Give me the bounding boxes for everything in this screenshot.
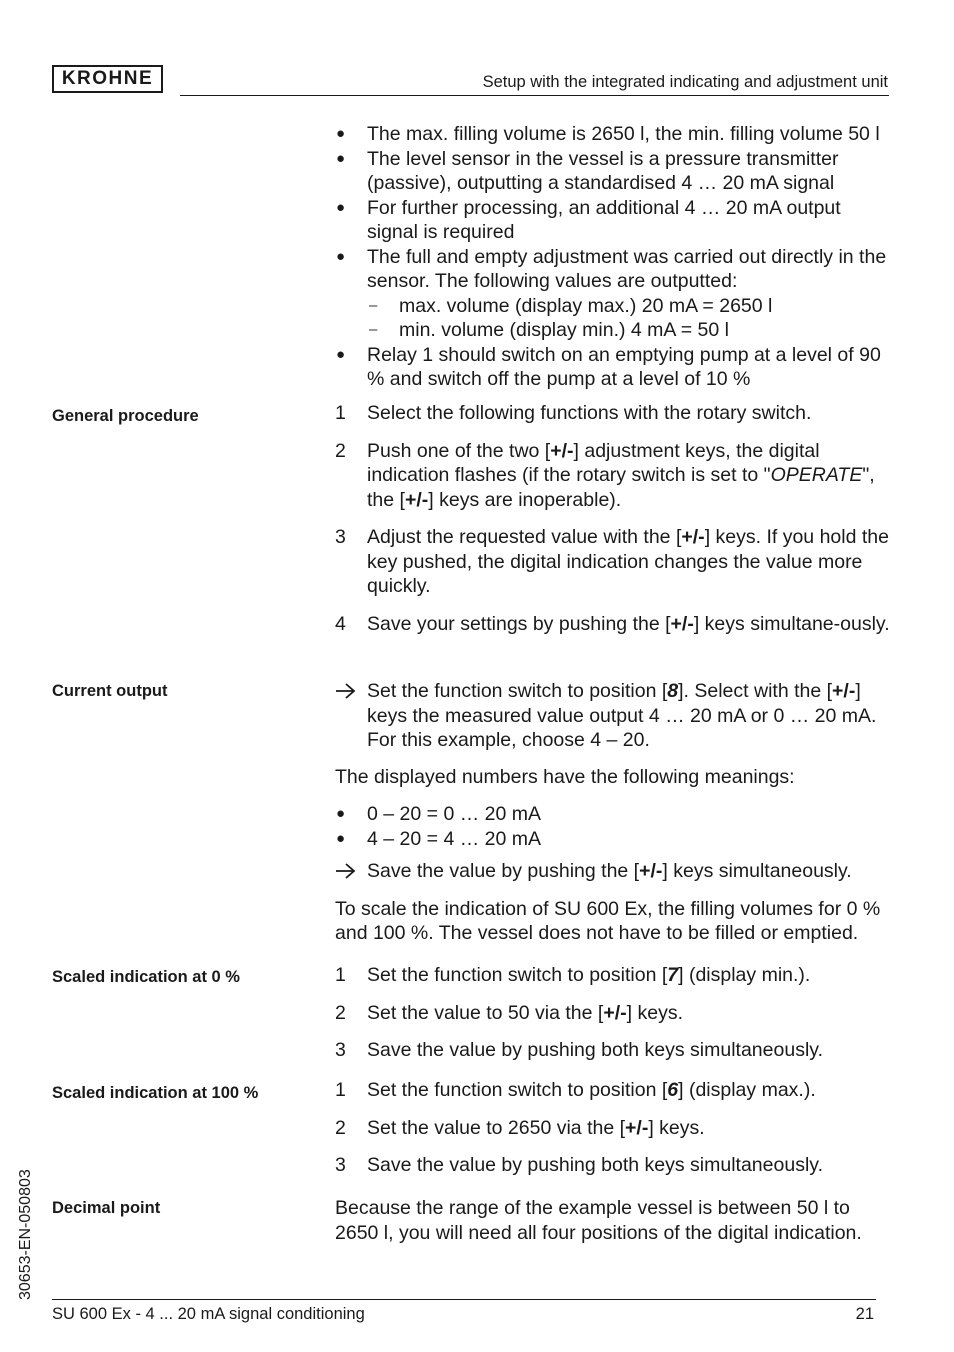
- step-item: 1 Set the function switch to position [6] (display max.).: [335, 1079, 816, 1101]
- sub-item: – min. volume (display min.) 4 mA = 50 l: [369, 319, 729, 341]
- document-code: 30653-EN-050803: [17, 1169, 34, 1300]
- general-steps: [335, 401, 895, 636]
- key-label: +/-: [832, 680, 856, 702]
- arrow-instruction: Set the function switch to position [8]. Select with the [+/-] keys the measured value output 4 … 20 mA or 0 … 20 mA. For this example, choose 4 – 20.: [335, 679, 895, 753]
- step-item: 1 Select the following functions with the rotary switch.: [335, 402, 812, 424]
- position-label: 8: [667, 680, 679, 702]
- arrow-right-icon: [335, 682, 357, 700]
- bullet-item: ● The max. filling volume is 2650 l, the min. filling volume 50 l: [336, 123, 880, 145]
- arrow-instruction: Save the value by pushing the [+/-] keys simultaneously.: [335, 859, 895, 884]
- step-item: 2 Set the value to 50 via the [+/-] keys.: [335, 1001, 683, 1024]
- key-label: +/-: [404, 488, 429, 511]
- bullet-item: ● Relay 1 should switch on an emptying pump at a level of 90 % and switch off the pump at a level of 10 %: [336, 343, 881, 390]
- arrow-right-icon: [335, 862, 357, 880]
- bullet-icon: ●: [336, 829, 346, 847]
- step-item: 2 Set the value to 2650 via the [+/-] keys.: [335, 1116, 705, 1139]
- step-item: 2 Push one of the two [+/-] adjustment keys, the digital indication flashes (if the rotary switch is set to "OPERATE", the [+/-] keys are inoperable).: [335, 439, 875, 511]
- key-label: +/-: [603, 1001, 627, 1024]
- general-procedure-heading: General procedure: [52, 407, 199, 425]
- krohne-logo: KROHNE: [52, 65, 163, 93]
- bullet-icon: ●: [336, 345, 346, 363]
- step-item: 3 Save the value by pushing both keys simultaneously.: [335, 1154, 823, 1176]
- key-label: +/-: [670, 612, 694, 635]
- scaled-100-heading: Scaled indication at 100 %: [52, 1084, 259, 1102]
- current-output-heading: Current output: [52, 682, 168, 700]
- scaled-0-heading: Scaled indication at 0 %: [52, 968, 240, 986]
- header-title: Setup with the integrated indicating and adjustment unit: [482, 73, 888, 91]
- bullet-icon: ●: [336, 125, 346, 142]
- step-item: 3 Adjust the requested value with the [+/-] keys. If you hold the key pushed, the digital indication changes the value more quickly.: [335, 526, 889, 597]
- page-number: 21: [855, 1305, 874, 1323]
- step-item: 1 Set the function switch to position [7] (display min.).: [335, 964, 811, 986]
- bullet-icon: ●: [336, 149, 346, 167]
- intro-bullet-list: [335, 122, 895, 392]
- step-item: 4 Save your settings by pushing the [+/-] keys simultane-ously.: [335, 612, 890, 635]
- decimal-point-heading: Decimal point: [52, 1199, 161, 1217]
- bullet-icon: ●: [336, 198, 346, 216]
- footer-title: SU 600 Ex - 4 ... 20 mA signal conditioning: [52, 1305, 365, 1323]
- bullet-item: ● 4 – 20 = 4 … 20 mA: [336, 827, 541, 850]
- bullet-item: ● For further processing, an additional 4 … 20 mA output signal is required: [336, 196, 841, 243]
- key-label: +/-: [625, 1116, 649, 1139]
- sub-item: – max. volume (display max.) 20 mA = 2650 l: [369, 294, 773, 317]
- bullet-icon: ●: [336, 805, 346, 822]
- meanings-intro: The displayed numbers have the following meanings:: [335, 765, 795, 788]
- current-output-block: [335, 679, 895, 946]
- step-item: 3 Save the value by pushing both keys simultaneously.: [335, 1039, 823, 1061]
- footer-rule: [52, 1299, 876, 1300]
- bullet-item: ● The level sensor in the vessel is a pressure transmitter (passive), outputting a standardised 4 … 20 mA signal: [336, 147, 839, 194]
- key-label: +/-: [681, 526, 705, 548]
- header-rule: [180, 95, 889, 96]
- dash-icon: –: [369, 321, 378, 338]
- dash-icon: –: [369, 296, 378, 314]
- bullet-icon: ●: [336, 247, 346, 265]
- key-label: +/-: [550, 439, 574, 462]
- decimal-point-text: Because the range of the example vessel is between 50 l to 2650 l, you will need all four positions of the digital indication.: [335, 1197, 862, 1244]
- scaled-100-steps: [335, 1078, 895, 1178]
- bullet-item: ● 0 – 20 = 0 … 20 mA: [336, 803, 541, 825]
- key-label: +/-: [639, 860, 663, 882]
- position-label: 7: [667, 964, 679, 986]
- scale-paragraph: To scale the indication of SU 600 Ex, the filling volumes for 0 % and 100 %. The vessel does not have to be filled or emptied.: [335, 897, 881, 944]
- scaled-0-steps: [335, 963, 895, 1063]
- position-label: 6: [667, 1079, 679, 1101]
- bullet-item: ● The full and empty adjustment was carried out directly in the sensor. The following values are outputted:: [336, 245, 887, 292]
